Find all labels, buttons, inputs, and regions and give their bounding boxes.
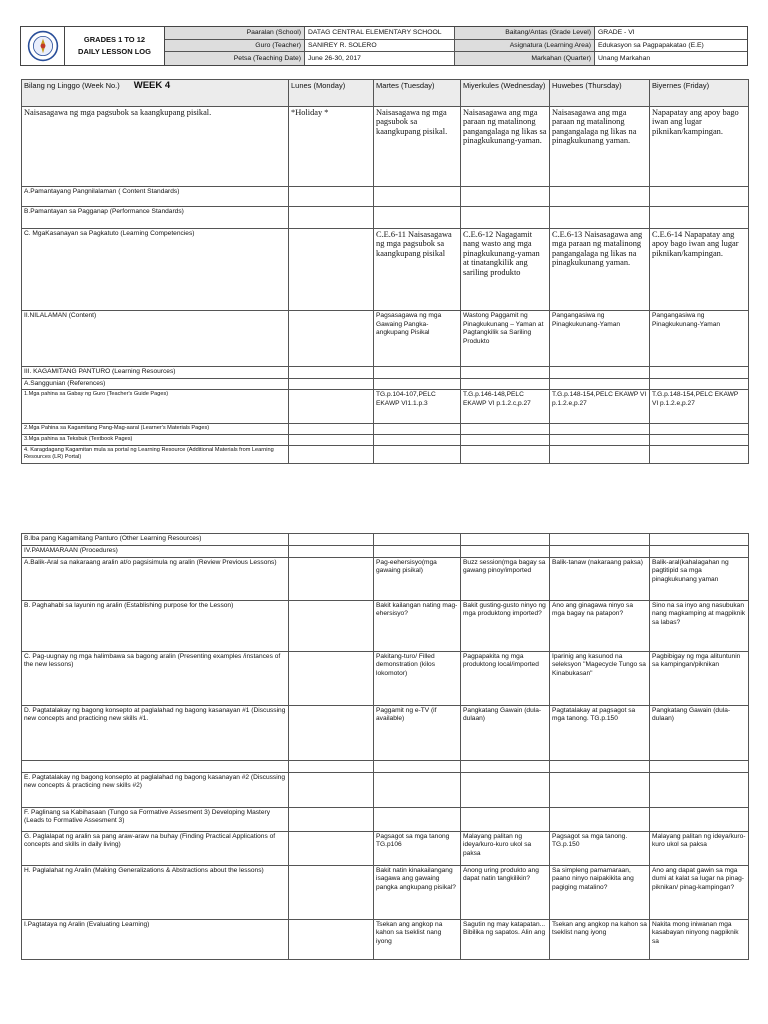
tg-pages-row bbox=[22, 390, 749, 424]
mastery-row bbox=[22, 807, 749, 831]
generalization-label: H. Paglalahat ng Aralin (Making Generalizations & Abstractions about the lessons) bbox=[22, 865, 289, 919]
content-tuesday: Pagsasagawa ng mga Gawaing Pangka-angkupang Pisikal bbox=[374, 311, 461, 367]
examples-wednesday: Pagpapakita ng mga produktong local/imported bbox=[461, 651, 550, 705]
tg-pages-label: 1.Mga pahina sa Gabay ng Guro (Teacher's Guide Pages) bbox=[22, 390, 289, 424]
discuss-2-row bbox=[22, 772, 749, 807]
header-info-grid bbox=[165, 27, 747, 65]
lm-pages-label: 2.Mga Pahina sa Kagamitang Pang-Mag-aaral (Learner's Materials Pages) bbox=[22, 424, 289, 435]
school-label: Paaralan (School) bbox=[165, 27, 305, 40]
generalization-wednesday: Anong uring produkto ang dapat natin tangkilikin? bbox=[461, 865, 550, 919]
deped-seal-logo bbox=[21, 27, 65, 65]
procedures-label: IV.PAMAMARAAN (Procedures) bbox=[22, 546, 289, 558]
content-friday: Pangangasiwa ng Pinagkukunang-Yaman bbox=[650, 311, 749, 367]
topic-row bbox=[22, 107, 749, 187]
procedures-row bbox=[22, 546, 749, 558]
competencies-label: C. MgaKasanayan sa Pagkatuto (Learning Competencies) bbox=[22, 229, 289, 311]
seal-icon bbox=[27, 30, 59, 62]
school-value: DATAG CENTRAL ELEMENTARY SCHOOL bbox=[305, 27, 455, 40]
lesson-table-1 bbox=[21, 79, 749, 464]
examples-friday: Pagbibigay ng mga alituntunin sa kampingan/piknikan bbox=[650, 651, 749, 705]
log-title bbox=[65, 27, 165, 65]
examples-thursday: Iparinig ang kasunod na seleksyon "Magecycle Tungo sa Kinabukasan" bbox=[550, 651, 650, 705]
review-friday: Balik-aral(kahalagahan ng pagtitipid sa mga pinagkukunang yaman bbox=[650, 557, 749, 600]
performance-standards-label: B.Pamantayan sa Pagganap (Performance Standards) bbox=[22, 207, 289, 229]
application-wednesday: Malayang palitan ng ideya/kuro-kuro ukol sa paksa bbox=[461, 831, 550, 865]
content-standards-row bbox=[22, 187, 749, 207]
evaluation-thursday: Tsekan ang angkop na kahon sa tseklist nang iyong bbox=[550, 919, 650, 959]
content-standards-label: A.Pamantayang Pangnilalaman ( Content Standards) bbox=[22, 187, 289, 207]
content-label: II.NILALAMAN (Content) bbox=[22, 311, 289, 367]
performance-standards-row bbox=[22, 207, 749, 229]
topic-first: Naisasagawa ng mga pagsubok sa kaangkupang pisikal. bbox=[22, 107, 289, 187]
review-row bbox=[22, 557, 749, 600]
discuss-1-label: D. Pagtatalakay ng bagong konsepto at paglalahad ng bagong kasanayan #1 (Discussing new concepts and practicing new skills #1. bbox=[22, 705, 289, 760]
evaluation-label: I.Pagtataya ng Aralin (Evaluating Learning) bbox=[22, 919, 289, 959]
lesson-log-header bbox=[20, 26, 748, 66]
content-row bbox=[22, 311, 749, 367]
tg-wednesday: T.G.p.146-148,PELC EKAWP VI p.1.2.c,p.27 bbox=[461, 390, 550, 424]
purpose-row bbox=[22, 600, 749, 651]
content-thursday: Pangangasiwa ng Pinagkukunang-Yaman bbox=[550, 311, 650, 367]
lr-portal-row bbox=[22, 446, 749, 464]
application-friday: Malayang palitan ng ideya/kuro-kuro ukol sa paksa bbox=[650, 831, 749, 865]
generalization-tuesday: Bakit natin kinakailangang isagawa ang gawaing pangka angkupang pisikal? bbox=[374, 865, 461, 919]
title-line-1: GRADES 1 TO 12 bbox=[83, 35, 146, 44]
week-label: Bilang ng Linggo (Week No.) bbox=[24, 81, 120, 90]
purpose-friday: Sino na sa inyo ang nasubukan nang magkamping at magpiknik sa labas? bbox=[650, 600, 749, 651]
week-cell bbox=[22, 80, 289, 107]
textbook-pages-row bbox=[22, 435, 749, 446]
application-tuesday: Pagsagot sa mga tanong TG.p106 bbox=[374, 831, 461, 865]
evaluation-tuesday: Tsekan ang angkop na kahon sa tseklist nang iyong bbox=[374, 919, 461, 959]
purpose-label: B. Paghahabi sa layunin ng aralin (Establishing purpose for the Lesson) bbox=[22, 600, 289, 651]
lr-portal-label: 4. Karagdagang Kagamitan mula sa portal ng Learning Resource (Additional Materials from Learning Resources (LR) Portal) bbox=[22, 446, 289, 464]
day-thursday: Huwebes (Thursday) bbox=[550, 80, 650, 107]
week-header-row bbox=[22, 80, 749, 107]
area-value: Edukasyon sa Pagpapakatao (E.E) bbox=[595, 40, 747, 53]
review-wednesday: Buzz session(mga bagay sa gawang pinoy/imported bbox=[461, 557, 550, 600]
textbook-pages-label: 3.Mga pahina sa Teksbuk (Textbook Pages) bbox=[22, 435, 289, 446]
week-value: WEEK 4 bbox=[133, 80, 171, 91]
evaluation-row bbox=[22, 919, 749, 959]
day-tuesday: Martes (Tuesday) bbox=[374, 80, 461, 107]
topic-friday: Napapatay ang apoy bago iwan ang lugar piknikan/kampingan. bbox=[650, 107, 749, 187]
competency-thursday: C.E.6-13 Naisasagawa ang mga paraan ng matalinong pangangalaga ng likas na pinagkukunang yaman. bbox=[550, 229, 650, 311]
application-row bbox=[22, 831, 749, 865]
other-resources-label: B.Iba pang Kagamitang Panturo (Other Learning Resources) bbox=[22, 534, 289, 546]
discuss-1-row bbox=[22, 705, 749, 760]
day-friday: Biyernes (Friday) bbox=[650, 80, 749, 107]
application-thursday: Pagsagot sa mga tanong. TG.p.150 bbox=[550, 831, 650, 865]
topic-tuesday: Naisasagawa ng mga pagsubok sa kaangkupang pisikal. bbox=[374, 107, 461, 187]
evaluation-wednesday: Sagutin ng may katapatan... Bibilika ng sapatos. Alin ang bbox=[461, 919, 550, 959]
examples-tuesday: Pakitang-turo/ Filled demonstration (kilos lokomotor) bbox=[374, 651, 461, 705]
date-value: June 26-30, 2017 bbox=[305, 52, 455, 65]
topic-thursday: Naisasagawa ang mga paraan ng matalinong pangangalaga ng likas na pinagkukunang yaman. bbox=[550, 107, 650, 187]
generalization-friday: Ano ang dapat gawin sa mga dumi at kalat sa lugar na pinag-piknikan/ pinag-kampingan? bbox=[650, 865, 749, 919]
discuss-1-thursday: Pagtatalakay at pagsagot sa mga tanong. TG.p.150 bbox=[550, 705, 650, 760]
purpose-wednesday: Bakit gusting-gusto ninyo ng mga produktong imported? bbox=[461, 600, 550, 651]
resources-label: III. KAGAMITANG PANTURO (Learning Resources) bbox=[22, 367, 289, 379]
generalization-row bbox=[22, 865, 749, 919]
review-thursday: Balik-tanaw (nakaraang paksa) bbox=[550, 557, 650, 600]
review-label: A.Balik-Aral sa nakaraang aralin at/o pagsisimula ng aralin (Review Previous Lessons) bbox=[22, 557, 289, 600]
competencies-row bbox=[22, 229, 749, 311]
topic-monday: *Holiday * bbox=[289, 107, 374, 187]
tg-friday: T.G.p.148-154,PELC EKAWP VI p.1.2.e,p.27 bbox=[650, 390, 749, 424]
day-wednesday: Miyerkules (Wednesday) bbox=[461, 80, 550, 107]
discuss-1-tuesday: Paggamit ng e-TV (if available) bbox=[374, 705, 461, 760]
competency-tuesday: C.E.6-11 Naisasagawa ng mga pagsubok sa kaangkupang pisikal bbox=[374, 229, 461, 311]
competency-wednesday: C.E.6-12 Nagagamit nang wasto ang mga pinagkukunang-yaman at tinatangkilik ang sariling produkto bbox=[461, 229, 550, 311]
tg-tuesday: TG.p.104-107,PELC EKAWP VI1.1.p.3 bbox=[374, 390, 461, 424]
quarter-label: Markahan (Quarter) bbox=[455, 52, 595, 65]
other-resources-row bbox=[22, 534, 749, 546]
mastery-label: F. Paglinang sa Kabihasaan (Tungo sa Formative Assesment 3) Developing Mastery (Leads to Formative Assesment 3) bbox=[22, 807, 289, 831]
examples-label: C. Pag-uugnay ng mga halimbawa sa bagong aralin (Presenting examples /instances of the new lessons) bbox=[22, 651, 289, 705]
discuss-1-wednesday: Pangkatang Gawain (dula-dulaan) bbox=[461, 705, 550, 760]
grade-label: Baitang/Antas (Grade Level) bbox=[455, 27, 595, 40]
purpose-thursday: Ano ang ginagawa ninyo sa mga bagay na patapon? bbox=[550, 600, 650, 651]
generalization-thursday: Sa simpleng pamamaraan, paano ninyo naipakikita ang pagiging matalino? bbox=[550, 865, 650, 919]
teacher-label: Guro (Teacher) bbox=[165, 40, 305, 53]
grade-value: GRADE - VI bbox=[595, 27, 747, 40]
application-label: G. Paglalapat ng aralin sa pang araw-araw na buhay (Finding Practical Applications of concepts and skills in daily living) bbox=[22, 831, 289, 865]
teacher-value: SANIREY R. SOLERO bbox=[305, 40, 455, 53]
references-label: A.Sanggunian (References) bbox=[22, 378, 289, 390]
review-tuesday: Pag-eehersisyo(mga gawaing pisikal) bbox=[374, 557, 461, 600]
quarter-value: Unang Markahan bbox=[595, 52, 747, 65]
purpose-tuesday: Bakit kailangan nating mag-ehersisyo? bbox=[374, 600, 461, 651]
discuss-1-friday: Pangkatang Gawain (dula-dulaan) bbox=[650, 705, 749, 760]
tg-thursday: T.G.p.148-154,PELC EKAWP VI p.1.2.e,p.27 bbox=[550, 390, 650, 424]
blank-row bbox=[22, 760, 749, 772]
content-wednesday: Wastong Paggamit ng Pinagkukunang – Yaman at Pagtangkilik sa Sariling Produkto bbox=[461, 311, 550, 367]
topic-wednesday: Naisasagawa ang mga paraan ng matalinong pangangalaga ng likas sa pinagkukunang-yaman. bbox=[461, 107, 550, 187]
examples-row bbox=[22, 651, 749, 705]
day-monday: Lunes (Monday) bbox=[289, 80, 374, 107]
evaluation-friday: Nakita mong iniwanan mga kasabayan ninyong nagpiknik sa bbox=[650, 919, 749, 959]
lesson-table-2 bbox=[21, 533, 749, 960]
references-row bbox=[22, 378, 749, 390]
lm-pages-row bbox=[22, 424, 749, 435]
area-label: Asignatura (Learning Area) bbox=[455, 40, 595, 53]
date-label: Petsa (Teaching Date) bbox=[165, 52, 305, 65]
resources-row bbox=[22, 367, 749, 379]
competency-friday: C.E.6-14 Napapatay ang apoy bago iwan ang lugar piknikan/kampingan. bbox=[650, 229, 749, 311]
title-line-2: DAILY LESSON LOG bbox=[78, 47, 151, 56]
discuss-2-label: E. Pagtatalakay ng bagong konsepto at paglalahad ng bagong kasanayan #2 (Discussing new concepts & practicing new skills #2) bbox=[22, 772, 289, 807]
